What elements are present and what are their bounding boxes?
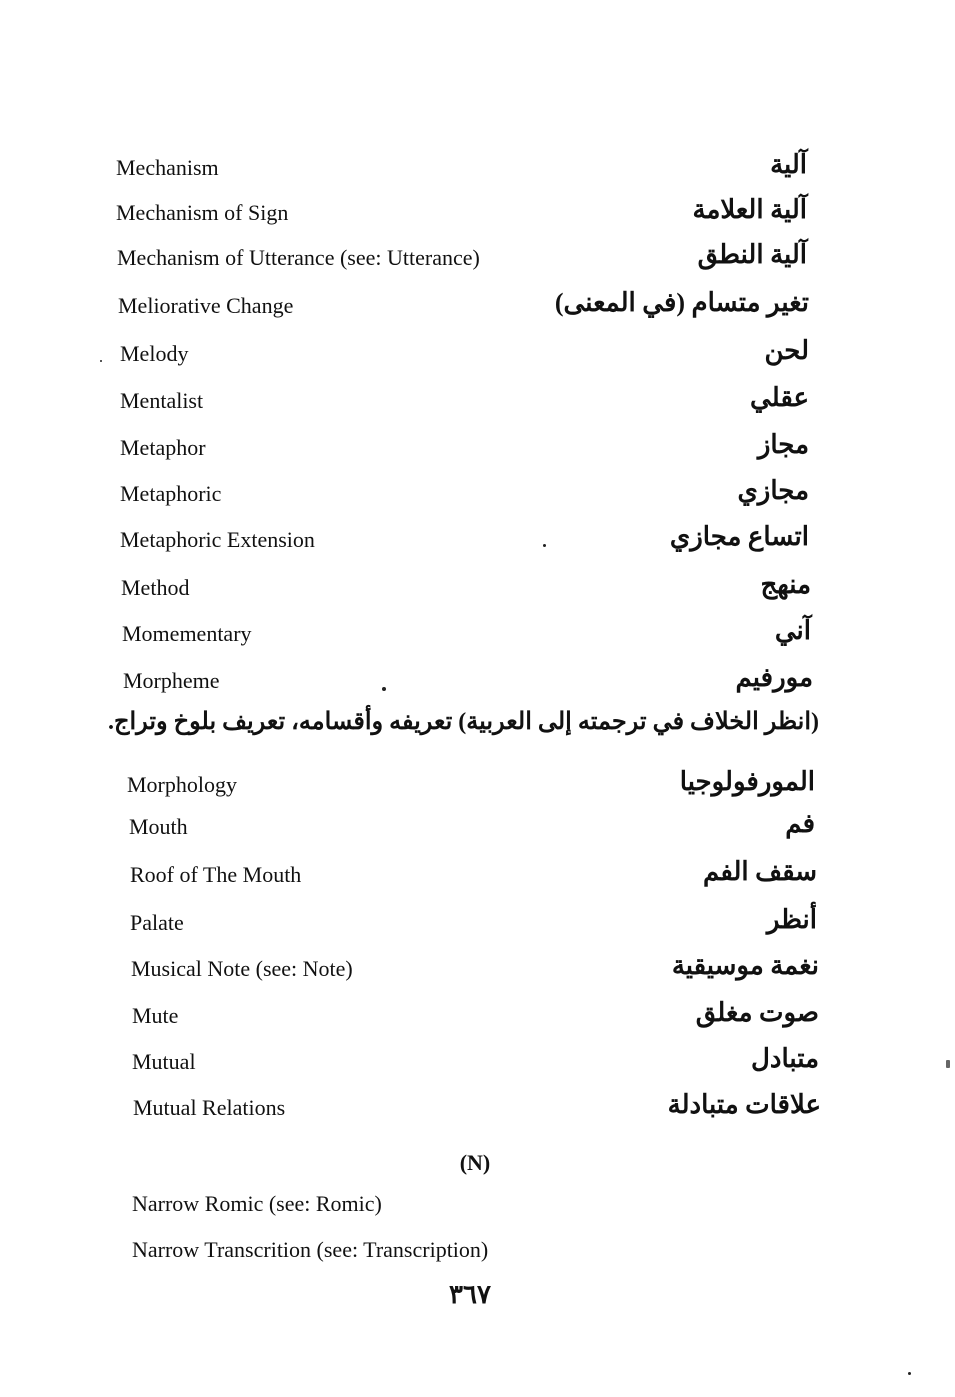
entry — [0, 570, 955, 613]
entry-english: Mutual — [132, 1049, 196, 1074]
scan-speck — [100, 360, 102, 362]
entry — [0, 905, 955, 948]
entry-arabic: علاقات متبادلة — [667, 1090, 821, 1119]
entry-english: Mechanism — [116, 155, 219, 180]
entry-english: Roof of The Mouth — [130, 862, 302, 887]
entry-arabic: اتساع مجازي — [669, 522, 809, 551]
entry-arabic: نغمة موسيقية — [671, 951, 819, 980]
entry — [0, 1189, 955, 1229]
entry — [0, 383, 955, 426]
entry-english: Metaphoric Extension — [120, 527, 315, 552]
entry — [0, 476, 955, 519]
entry-english: Narrow Romic (see: Romic) — [132, 1191, 382, 1216]
entry-english: Metaphoric — [120, 481, 222, 506]
entry — [0, 430, 955, 473]
entry-english: Mutual Relations — [133, 1095, 286, 1120]
entry-arabic: تغير متسام (في المعنى) — [554, 288, 809, 317]
entry-arabic: المورفولوجيا — [679, 767, 815, 796]
entry-arabic: متبادل — [750, 1044, 819, 1073]
entry-arabic: سقف الفم — [703, 857, 817, 886]
entry-arabic: لحن — [764, 336, 809, 365]
entry — [0, 150, 955, 193]
entry — [0, 1090, 955, 1133]
entry — [0, 857, 955, 900]
entry-english: Momementary — [122, 621, 252, 646]
entry — [0, 1044, 955, 1087]
entry-english: Mute — [132, 1003, 179, 1028]
entry-arabic: أنظر — [766, 905, 817, 934]
entry — [0, 663, 955, 706]
entry-english: Mouth — [129, 814, 188, 839]
entry-arabic: آلية العلامة — [692, 195, 807, 224]
entry — [0, 951, 955, 994]
entry — [0, 1235, 955, 1275]
entry — [0, 336, 955, 379]
entry-english: Metaphor — [120, 435, 206, 460]
page-number: ٣٦٧ — [449, 1280, 491, 1309]
entry-arabic: مورفيم — [735, 663, 813, 692]
entry — [0, 998, 955, 1041]
scan-speck — [543, 544, 546, 547]
entry-english: Meliorative Change — [118, 293, 294, 318]
morpheme-note: (انظر الخلاف في ترجمته إلى العربية) تعريفه وأقسامه، تعريف بلوخ وتراج. — [107, 709, 819, 735]
entry — [0, 522, 955, 565]
entry-english: Mechanism of Sign — [116, 200, 289, 225]
entry-arabic: مجاز — [757, 430, 809, 459]
entry-arabic: فم — [785, 809, 815, 838]
entry-arabic: صوت مغلق — [695, 998, 819, 1027]
entry-english: Palate — [130, 910, 184, 935]
entry-english: Morpheme — [123, 668, 220, 693]
entry-english: Method — [121, 575, 190, 600]
entry-english: Melody — [120, 341, 189, 366]
entry — [0, 195, 955, 238]
entry-english: Narrow Transcrition (see: Transcription) — [132, 1237, 489, 1262]
entry-arabic: آلية — [770, 150, 807, 179]
section-heading: (N) — [459, 1150, 491, 1175]
entry-arabic: آني — [774, 616, 811, 645]
entry-english: Musical Note (see: Note) — [131, 956, 353, 981]
entry-arabic: مجازي — [737, 476, 809, 505]
scan-speck — [382, 687, 386, 691]
entry — [0, 616, 955, 659]
scan-speck — [946, 1060, 950, 1068]
entry — [0, 240, 955, 283]
scan-speck — [908, 1372, 911, 1375]
entry-english: Mechanism of Utterance (see: Utterance) — [117, 245, 480, 270]
entry-english: Morphology — [127, 772, 237, 797]
entry-arabic: آلية النطق — [697, 240, 807, 269]
entry-arabic: عقلي — [750, 383, 809, 412]
entry-english: Mentalist — [120, 388, 204, 413]
entry — [0, 288, 955, 331]
entry — [0, 809, 955, 852]
entry — [0, 767, 955, 810]
entry-arabic: منهج — [760, 570, 811, 599]
